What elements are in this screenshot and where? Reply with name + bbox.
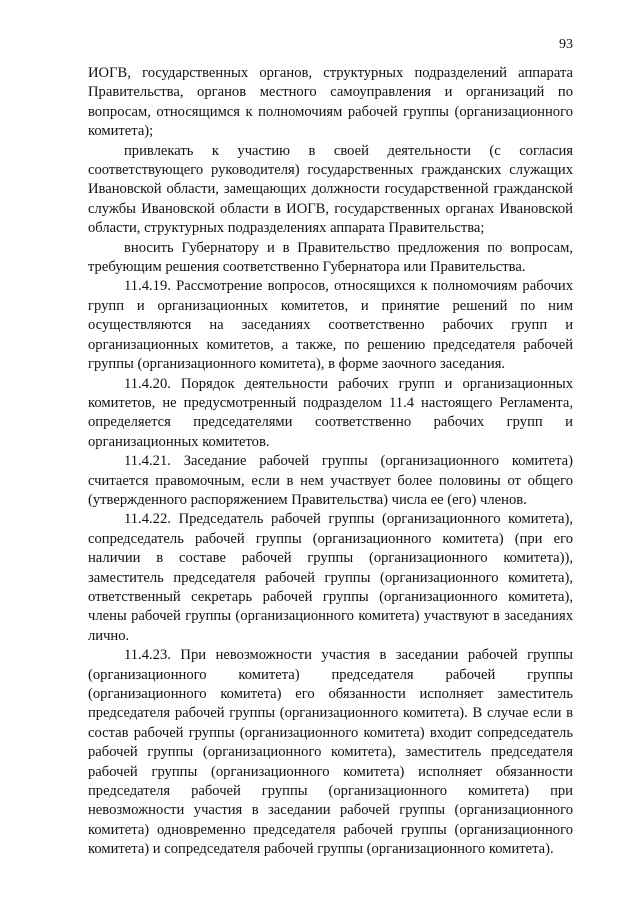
paragraph-11-4-20: 11.4.20. Порядок деятельности рабочих групп и организационных комитетов, не предусмотренный подразделом 11.4 настоящего Регламента, определяется председателями соответственно рабочих групп и организационных комитетов. xyxy=(88,375,573,450)
paragraph-11-4-23: 11.4.23. При невозможности участия в заседании рабочей группы (организационного комитета) председателя рабочей группы (организационного комитета) его обязанности исполняет заместитель председателя рабочей группы (организационного комитета). В случае если в состав рабочей группы (организационного комитета) входит сопредседатель рабочей группы (организационного комитета), заместитель председателя рабочей группы (организационного комитета) исполняет обязанности председателя рабочей группы (организационного комитета) при невозможности участия в заседании рабочей группы (организационного комитета) одновременно председателя рабочей группы (организационного комитета) и сопредседателя рабочей группы (организационного комитета). xyxy=(88,647,573,858)
document-body xyxy=(88,64,573,860)
page-number: 93 xyxy=(559,37,573,52)
paragraph-involve-staff: привлекать к участию в своей деятельности (с согласия соответствующего руководителя) государственных гражданских служащих Ивановской области, замещающих должности государственной гражданской службы Ивановской области в ИОГВ, государственных органах Ивановской области, структурных подразделениях аппарата Правительства; xyxy=(88,142,573,237)
paragraph-continuation: ИОГВ, государственных органов, структурных подразделений аппарата Правительства, органов местного самоуправления и организаций по вопросам, относящимся к полномочиям рабочей группы (организационного комитета); xyxy=(88,65,573,140)
paragraph-11-4-19: 11.4.19. Рассмотрение вопросов, относящихся к полномочиям рабочих групп и организационных комитетов, и принятие решений по ним осуществляются на заседаниях соответственно рабочих групп и организационных комитетов, а также, по решению председателя рабочей группы (организационного комитета), в форме заочного заседания. xyxy=(88,278,573,373)
paragraph-11-4-21: 11.4.21. Заседание рабочей группы (организационного комитета) считается правомочным, если в нем участвует более половины от общего (утвержденного распоряжением Правительства) числа ее (его) членов. xyxy=(88,453,573,508)
paragraph-submit-proposals: вносить Губернатору и в Правительство предложения по вопросам, требующим решения соответственно Губернатора или Правительства. xyxy=(88,239,573,276)
paragraph-11-4-22: 11.4.22. Председатель рабочей группы (организационного комитета), сопредседатель рабочей группы (организационного комитета) (при его наличии в составе рабочей группы (организационного комитета)), заместитель председателя рабочей группы (организационного комитета), ответственный секретарь рабочей группы (организационного комитета), члены рабочей группы (организационного комитета) участвуют в заседаниях лично. xyxy=(88,511,573,644)
